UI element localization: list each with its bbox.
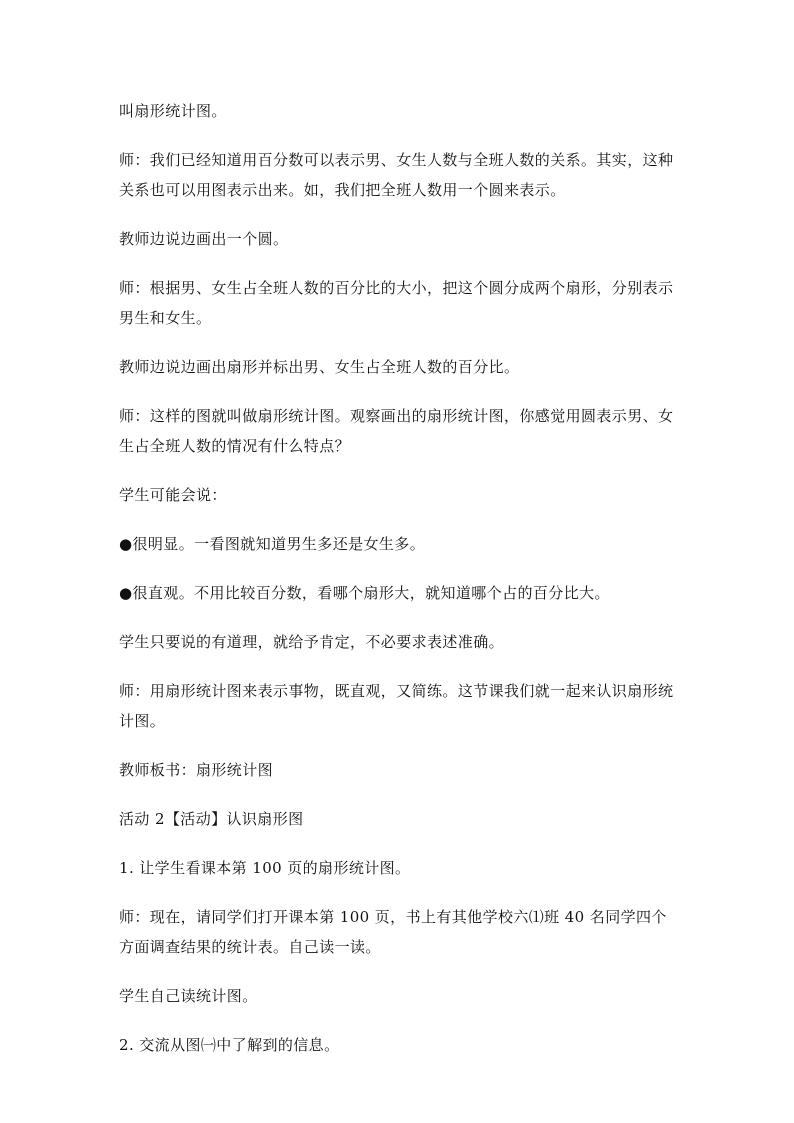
activity-heading: 活动 2【活动】认识扇形图 <box>119 810 304 828</box>
paragraph-3: 教师边说边画出一个圆。 <box>119 230 289 248</box>
paragraph-5: 教师边说边画出扇形并标出男、女生占全班人数的百分比。 <box>119 358 520 376</box>
paragraph-2: 师：我们已经知道用百分数可以表示男、女生人数与全班人数的关系。其实，这种关系也可以用图表示出来。如，我们把全班人数用一个圆来表示。 <box>119 151 674 199</box>
paragraph-1: 叫扇形统计图。 <box>119 102 227 120</box>
paragraph-10: 学生只要说的有道理，就给予肯定，不必要求表述准确。 <box>119 633 505 651</box>
paragraph-15: 师：现在，请同学们打开课本第 100 页，书上有其他学校六⑴班 40 名同学四个方面调查结果的统计表。自己读一读。 <box>119 908 667 956</box>
paragraph-6: 师：这样的图就叫做扇形统计图。观察画出的扇形统计图，你感觉用圆表示男、女生占全班人数的情况有什么特点？ <box>119 407 674 455</box>
bullet-point-1: ●很明显。一看图就知道男生多还是女生多。 <box>119 535 426 553</box>
bullet-point-2: ●很直观。不用比较百分数，看哪个扇形大，就知道哪个占的百分比大。 <box>119 584 610 602</box>
document-page <box>119 96 679 1079</box>
paragraph-16: 学生自己读统计图。 <box>119 987 258 1005</box>
paragraph-11: 师：用扇形统计图来表示事物，既直观，又简练。这节课我们就一起来认识扇形统计图。 <box>119 682 674 730</box>
paragraph-4: 师：根据男、女生占全班人数的百分比的大小，把这个圆分成两个扇形，分别表示男生和女生。 <box>119 279 674 327</box>
step-2: 2. 交流从图㈠中了解到的信息。 <box>119 1036 340 1054</box>
board-writing: 教师板书：扇形统计图 <box>119 761 274 779</box>
step-1: 1. 让学生看课本第 100 页的扇形统计图。 <box>119 859 411 877</box>
paragraph-7: 学生可能会说： <box>119 486 227 504</box>
